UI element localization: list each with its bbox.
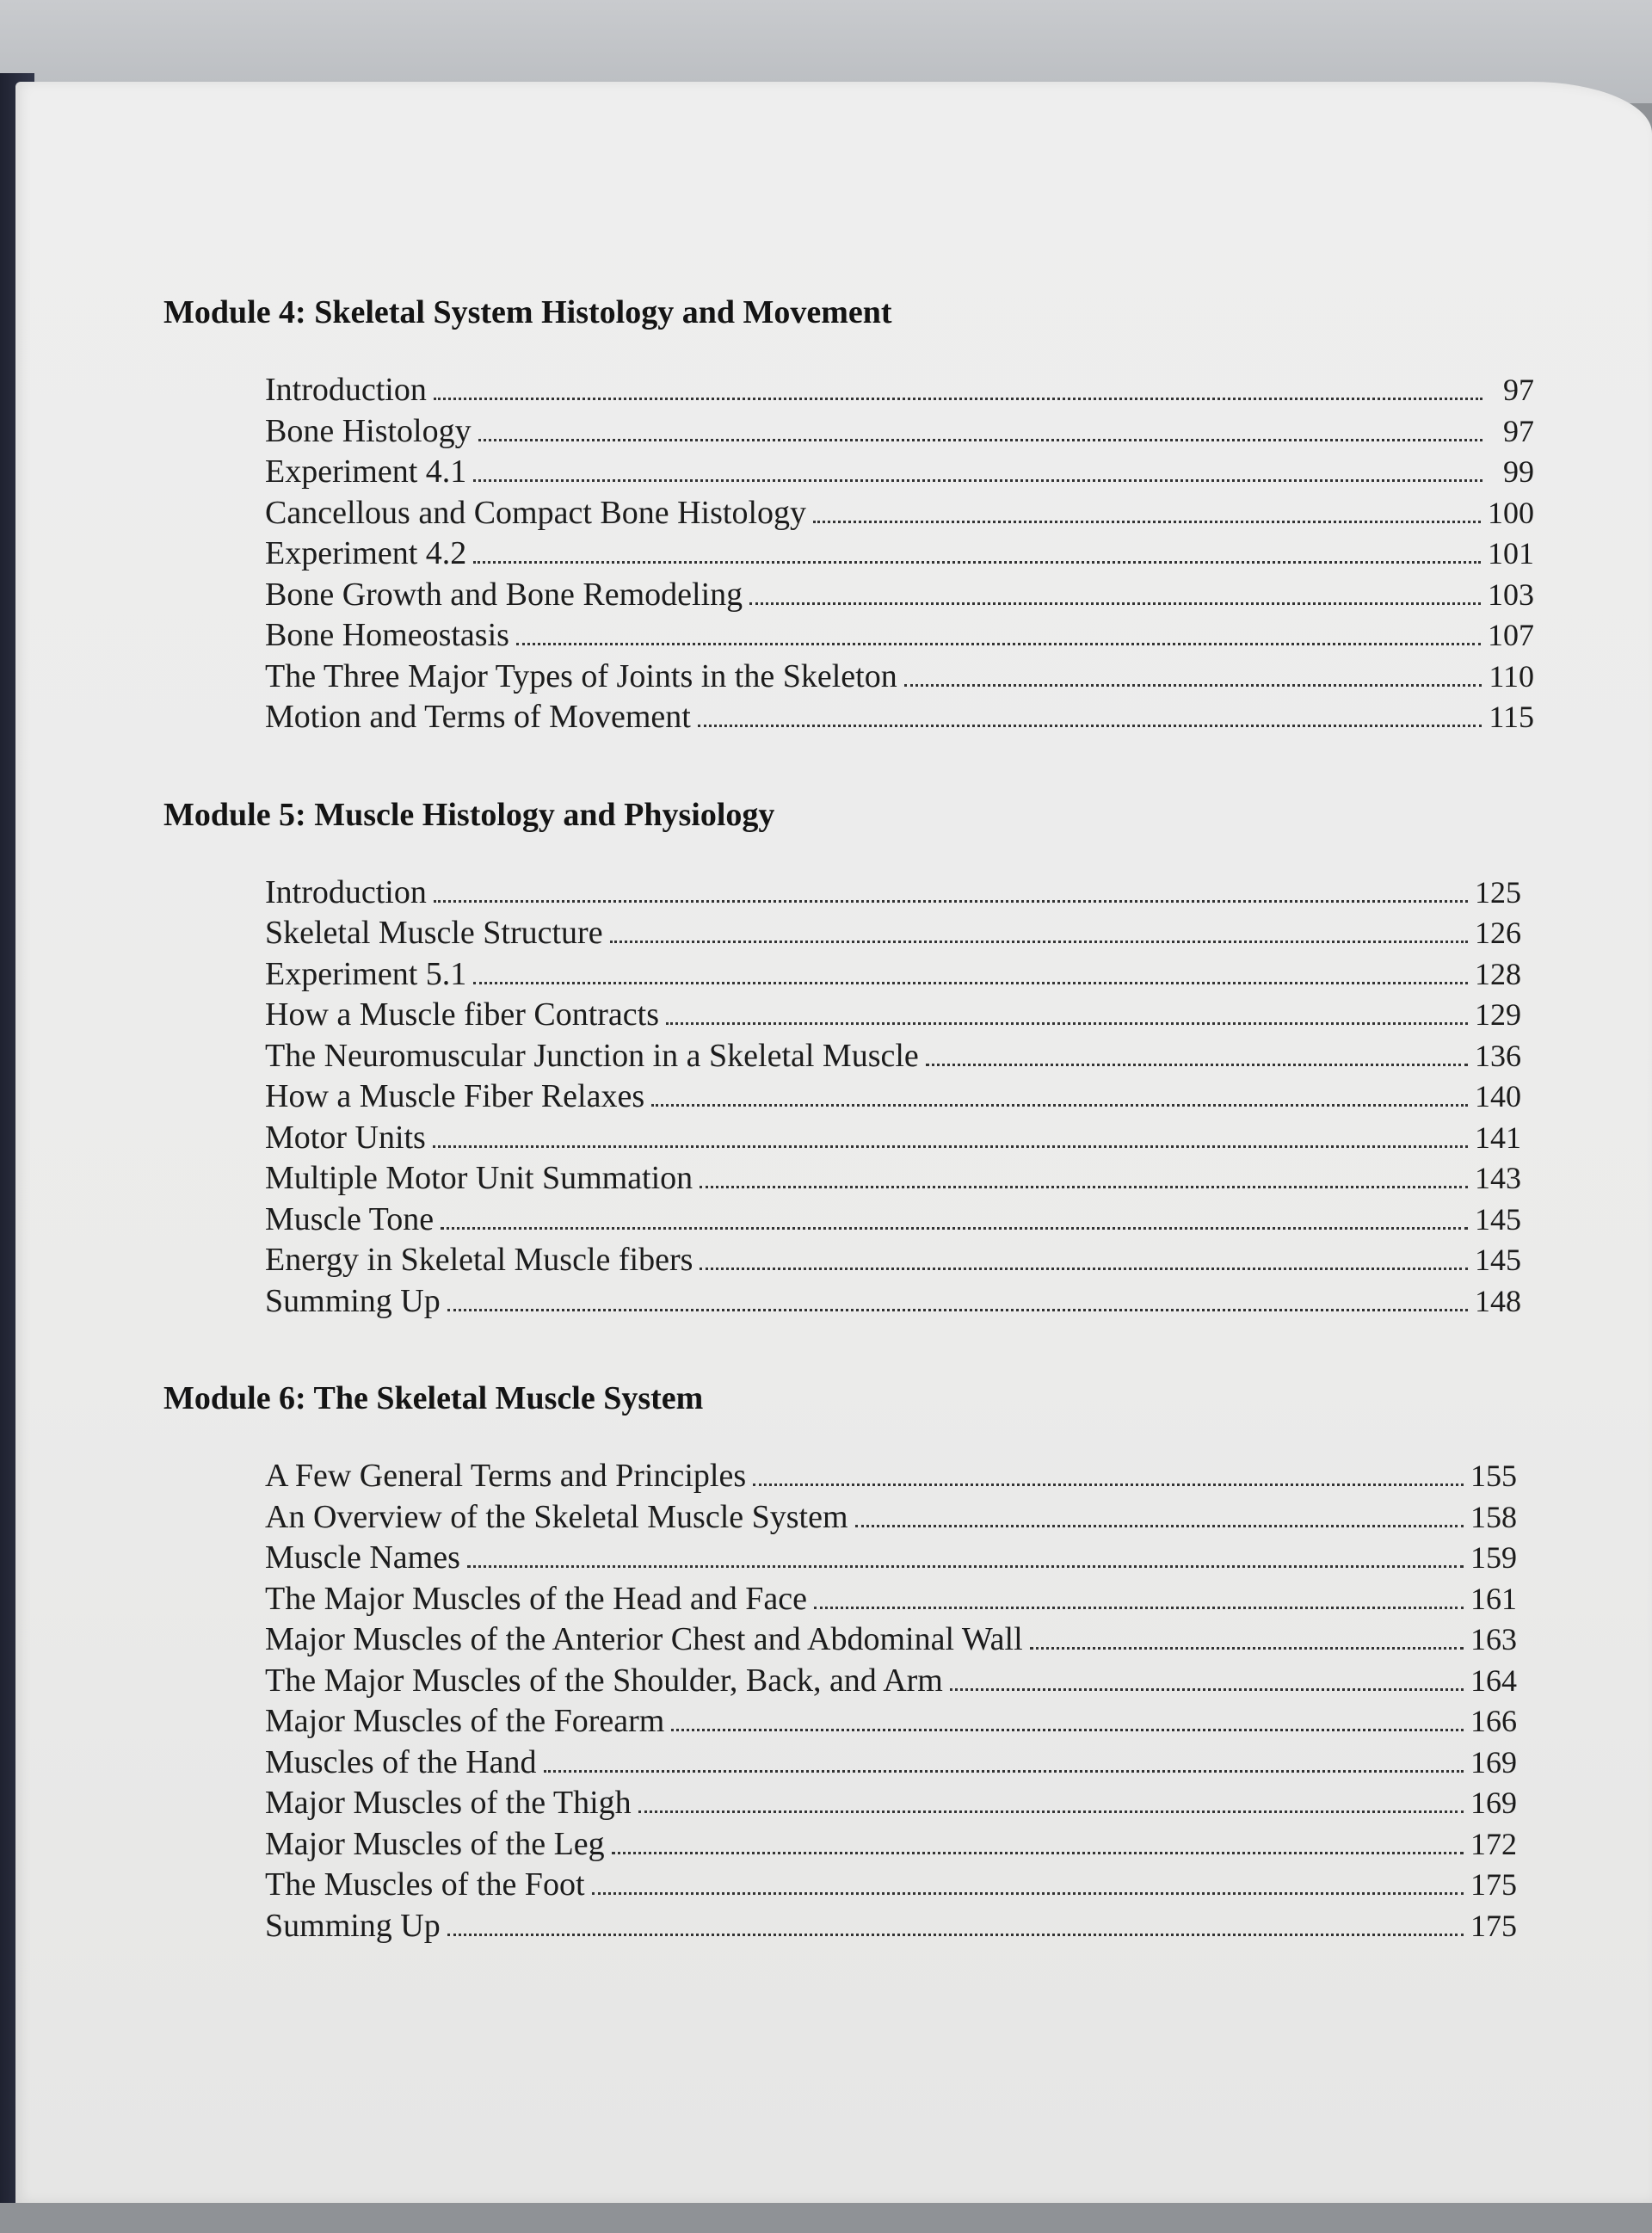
dot-leader: [478, 439, 1482, 441]
entry-page-number: 126: [1475, 916, 1521, 950]
entry-page-number: 143: [1475, 1161, 1521, 1195]
dot-leader: [544, 1770, 1464, 1773]
entry-page-number: 100: [1488, 495, 1534, 530]
entry-title: The Neuromuscular Junction in a Skeletal Muscle: [265, 1037, 919, 1074]
entry-page-number: 103: [1488, 577, 1534, 612]
entry-page-number: 159: [1470, 1540, 1517, 1575]
toc-entry: [265, 1200, 1521, 1241]
dot-leader: [1030, 1647, 1464, 1650]
dot-leader: [700, 1268, 1468, 1270]
toc-entry: [265, 452, 1534, 493]
toc-entry: [265, 615, 1534, 657]
entry-title: Experiment 4.1: [265, 453, 467, 490]
entry-title: Muscle Tone: [265, 1200, 435, 1237]
toc-entry: [265, 995, 1521, 1036]
entry-title: Cancellous and Compact Bone Histology: [265, 494, 807, 531]
dot-leader: [814, 1607, 1464, 1609]
toc-entry: [265, 1579, 1517, 1620]
entry-title: Introduction: [265, 873, 427, 910]
entry-page-number: 148: [1475, 1283, 1521, 1318]
entry-title: A Few General Terms and Principles: [265, 1458, 747, 1494]
dot-leader: [638, 1810, 1464, 1813]
entry-title: An Overview of the Skeletal Muscle System: [265, 1498, 848, 1535]
entry-page-number: 136: [1475, 1038, 1521, 1073]
dot-leader: [666, 1022, 1468, 1025]
entry-title: Summing Up: [265, 1907, 441, 1944]
module-heading: Module 5: Muscle Histology and Physiology: [163, 796, 775, 833]
entry-page-number: 97: [1503, 373, 1534, 407]
dot-leader: [671, 1729, 1464, 1731]
toc-entry: [265, 1906, 1517, 1947]
toc-entry: [265, 1497, 1517, 1539]
module-heading: Module 6: The Skeletal Muscle System: [163, 1380, 704, 1416]
dot-leader: [434, 900, 1468, 903]
entry-page-number: 115: [1489, 700, 1534, 734]
entry-title: Bone Histology: [265, 412, 472, 449]
entry-title: Major Muscles of the Thigh: [265, 1785, 632, 1821]
toc-entry: [265, 1076, 1521, 1118]
entry-page-number: 97: [1503, 413, 1534, 448]
toc-entry: [265, 1743, 1517, 1784]
dot-leader: [516, 643, 1481, 645]
module-heading: Module 4: Skeletal System Histology and Movement: [163, 294, 892, 330]
toc-entry: [265, 1158, 1521, 1200]
toc-entry: [265, 534, 1534, 575]
dot-leader: [813, 521, 1481, 523]
dot-leader: [434, 398, 1482, 400]
toc-entry: [265, 1619, 1517, 1661]
dot-leader: [753, 1484, 1464, 1486]
toc-entry: [265, 575, 1534, 616]
toc-entry: [265, 411, 1534, 453]
toc-entry: [265, 1701, 1517, 1743]
dot-leader: [651, 1104, 1468, 1107]
entry-title: Muscles of the Hand: [265, 1743, 537, 1780]
entry-list: [163, 370, 1534, 738]
dot-leader: [749, 602, 1481, 605]
toc-entry: [265, 1118, 1521, 1159]
entry-title: Major Muscles of the Leg: [265, 1825, 605, 1862]
dot-leader: [447, 1934, 1464, 1936]
table-of-contents: [163, 293, 1540, 2003]
toc-entry: [265, 1240, 1521, 1281]
entry-title: Experiment 5.1: [265, 955, 467, 992]
entry-page-number: 140: [1475, 1079, 1521, 1113]
dot-leader: [612, 1852, 1464, 1854]
dot-leader: [447, 1309, 1468, 1311]
entry-page-number: 110: [1489, 658, 1534, 694]
entry-title: Bone Growth and Bone Remodeling: [265, 576, 743, 613]
toc-entry: [265, 1661, 1517, 1702]
toc-entry: [265, 1456, 1517, 1497]
entry-title: Major Muscles of the Anterior Chest and Abdominal Wall: [265, 1621, 1023, 1657]
entry-title: How a Muscle Fiber Relaxes: [265, 1078, 645, 1114]
entry-title: The Major Muscles of the Shoulder, Back, and Arm: [265, 1662, 943, 1699]
entry-title: Skeletal Muscle Structure: [265, 915, 603, 951]
toc-entry: [265, 1281, 1521, 1323]
module-6-section: [163, 1379, 1540, 1946]
toc-entry: [265, 1824, 1517, 1866]
dot-leader: [698, 725, 1482, 727]
entry-list: [163, 1456, 1517, 1946]
entry-title: Energy in Skeletal Muscle fibers: [265, 1242, 693, 1278]
entry-title: The Muscles of the Foot: [265, 1866, 585, 1903]
toc-entry: [265, 1036, 1521, 1077]
entry-page-number: 99: [1503, 454, 1534, 489]
dot-leader: [855, 1525, 1464, 1527]
dot-leader: [473, 982, 1468, 984]
entry-page-number: 175: [1470, 1867, 1517, 1902]
entry-page-number: 164: [1470, 1662, 1517, 1698]
entry-title: Motor Units: [265, 1119, 426, 1156]
entry-page-number: 163: [1470, 1622, 1517, 1656]
toc-entry: [265, 954, 1521, 996]
entry-title: Multiple Motor Unit Summation: [265, 1160, 693, 1196]
dot-leader: [610, 941, 1468, 943]
entry-title: The Three Major Types of Joints in the Skeleton: [265, 657, 897, 694]
entry-page-number: 145: [1475, 1243, 1521, 1277]
entry-page-number: 161: [1470, 1581, 1517, 1616]
toc-entry: [265, 697, 1534, 738]
entry-page-number: 172: [1470, 1826, 1517, 1861]
dot-leader: [904, 684, 1482, 687]
toc-entry: [265, 493, 1534, 534]
dot-leader: [433, 1145, 1468, 1148]
entry-title: Major Muscles of the Forearm: [265, 1703, 665, 1739]
entry-title: Introduction: [265, 372, 427, 408]
entry-page-number: 175: [1470, 1908, 1517, 1943]
toc-entry: [265, 370, 1534, 411]
entry-page-number: 155: [1470, 1459, 1517, 1493]
toc-entry: [265, 657, 1534, 698]
entry-page-number: 169: [1470, 1786, 1517, 1820]
entry-title: How a Muscle fiber Contracts: [265, 996, 659, 1033]
entry-page-number: 145: [1475, 1201, 1521, 1237]
entry-page-number: 158: [1470, 1499, 1517, 1534]
entry-page-number: 128: [1475, 956, 1521, 991]
entry-title: Muscle Names: [265, 1539, 460, 1576]
dot-leader: [473, 561, 1481, 564]
entry-title: Summing Up: [265, 1282, 441, 1319]
entry-page-number: 129: [1475, 997, 1521, 1032]
entry-page-number: 141: [1475, 1120, 1521, 1155]
module-5-section: [163, 795, 1540, 1323]
toc-entry: [265, 1865, 1517, 1906]
entry-page-number: 166: [1470, 1704, 1517, 1738]
dot-leader: [473, 479, 1482, 482]
entry-list: [163, 873, 1521, 1323]
toc-entry: [265, 1538, 1517, 1579]
dot-leader: [950, 1688, 1464, 1691]
dot-leader: [926, 1064, 1468, 1066]
dot-leader: [700, 1186, 1468, 1188]
dot-leader: [592, 1892, 1464, 1895]
dot-leader: [467, 1565, 1464, 1568]
entry-page-number: 169: [1470, 1744, 1517, 1780]
entry-page-number: 107: [1488, 618, 1534, 652]
toc-entry: [265, 913, 1521, 954]
dot-leader: [441, 1227, 1468, 1230]
entry-title: The Major Muscles of the Head and Face: [265, 1580, 807, 1617]
toc-entry: [265, 873, 1521, 914]
entry-page-number: 101: [1488, 536, 1534, 571]
entry-title: Bone Homeostasis: [265, 617, 509, 653]
module-4-section: [163, 293, 1540, 738]
entry-title: Motion and Terms of Movement: [265, 699, 691, 735]
entry-title: Experiment 4.2: [265, 535, 467, 571]
toc-entry: [265, 1783, 1517, 1824]
entry-page-number: 125: [1475, 874, 1521, 910]
